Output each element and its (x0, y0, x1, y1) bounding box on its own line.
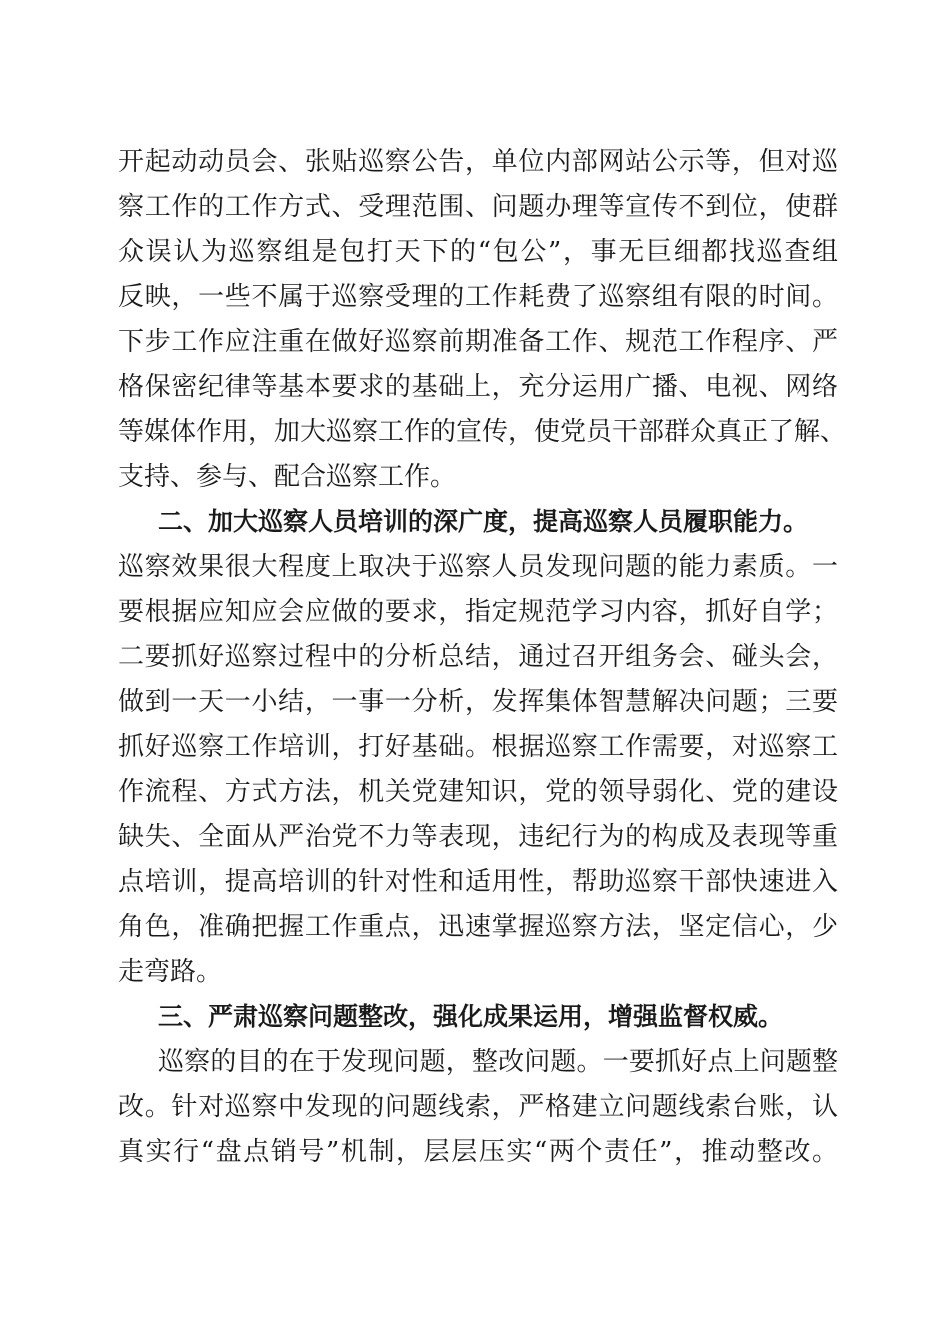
text-line: 作流程、方式方法，机关党建知识，党的领导弱化、党的建设 (118, 777, 838, 807)
text-line: 巡察的目的在于发现问题，整改问题。一要抓好点上问题整 (158, 1047, 838, 1077)
text-line: 要根据应知应会应做的要求，指定规范学习内容，抓好自学； (118, 597, 838, 627)
text-line: 开起动动员会、张贴巡察公告，单位内部网站公示等，但对巡 (118, 147, 838, 177)
section-heading-3: 三、严肃巡察问题整改，强化成果运用，增强监督权威。 (158, 1002, 784, 1031)
section-heading-2: 二、加大巡察人员培训的深广度，提高巡察人员履职能力。 (158, 507, 809, 536)
text-line: 做到一天一小结，一事一分析，发挥集体智慧解决问题；三要 (118, 687, 838, 717)
text-line: 角色，准确把握工作重点，迅速掌握巡察方法，坚定信心，少 (118, 912, 838, 942)
text-line: 抓好巡察工作培训，打好基础。根据巡察工作需要，对巡察工 (118, 732, 838, 762)
text-line: 巡察效果很大程度上取决于巡察人员发现问题的能力素质。一 (118, 552, 838, 582)
text-line: 支持、参与、配合巡察工作。 (118, 462, 457, 492)
text-line: 众误认为巡察组是包打天下的“包公”，事无巨细都找巡查组 (118, 237, 838, 267)
text-line: 察工作的工作方式、受理范围、问题办理等宣传不到位，使群 (118, 192, 838, 222)
text-line: 二要抓好巡察过程中的分析总结，通过召开组务会、碰头会， (118, 642, 838, 672)
text-line: 真实行“盘点销号”机制，层层压实“两个责任”，推动整改。 (118, 1137, 838, 1167)
text-line: 缺失、全面从严治党不力等表现，违纪行为的构成及表现等重 (118, 822, 838, 852)
text-line: 反映，一些不属于巡察受理的工作耗费了巡察组有限的时间。 (118, 282, 838, 312)
text-line: 下步工作应注重在做好巡察前期准备工作、规范工作程序、严 (118, 327, 838, 357)
text-line: 点培训，提高培训的针对性和适用性，帮助巡察干部快速进入 (118, 867, 838, 897)
text-line: 改。针对巡察中发现的问题线索，严格建立问题线索台账，认 (118, 1092, 838, 1122)
text-line: 等媒体作用，加大巡察工作的宣传，使党员干部群众真正了解、 (118, 417, 847, 447)
text-line: 格保密纪律等基本要求的基础上，充分运用广播、电视、网络 (118, 372, 838, 402)
text-line: 走弯路。 (118, 957, 223, 987)
